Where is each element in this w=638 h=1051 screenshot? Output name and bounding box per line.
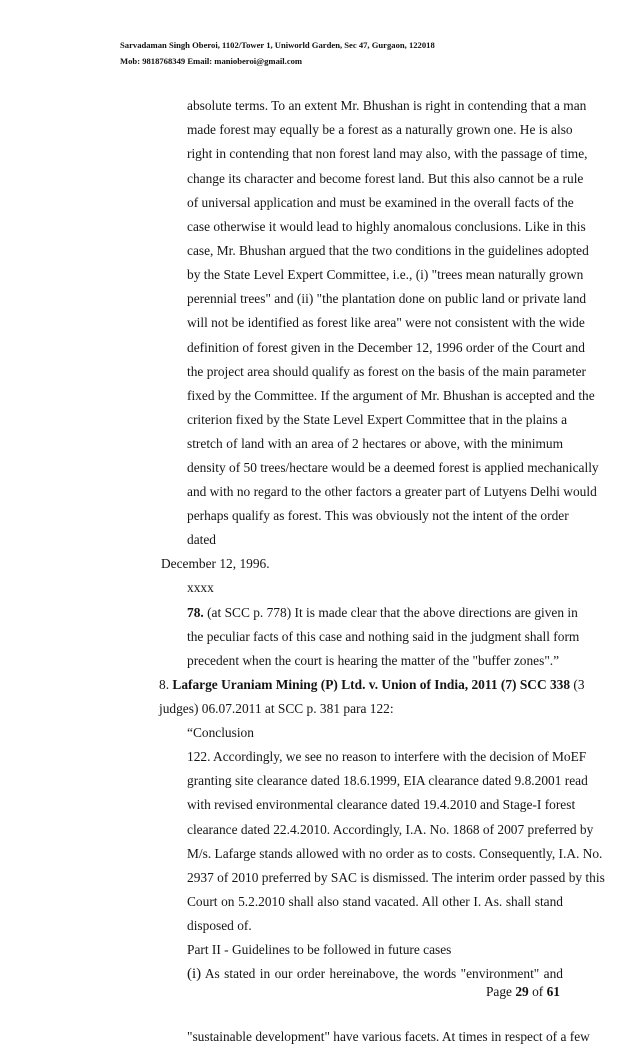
guideline-item-line: (i) As stated in our order hereinabove, the words "environment" and [187, 966, 563, 982]
paragraph-122-line: with revised environmental clearance dated 19.4.2010 and Stage-I forest [187, 797, 576, 812]
text-line: criterion fixed by the State Level Expert Committee that in the plains a [187, 412, 568, 427]
paragraph-122-line: clearance dated 22.4.2010. Accordingly, I.A. No. 1868 of 2007 preferred by [187, 822, 594, 837]
paragraph-122-line: 2937 of 2010 preferred by SAC is dismissed. The interim order passed by this [187, 870, 605, 885]
text-line: fixed by the Committee. If the argument of Mr. Bhushan is accepted and the [187, 388, 595, 403]
text-line: case otherwise it would lead to highly anomalous conclusions. Like in this [187, 219, 586, 234]
text-line: made forest may equally be a forest as a naturally grown one. He is also [187, 122, 573, 137]
paragraph-122-line: granting site clearance dated 18.6.1999, EIA clearance dated 9.8.2001 read [187, 773, 588, 788]
paragraph-78-line: the peculiar facts of this case and nothing said in the judgment shall form [187, 629, 580, 644]
page-number: 29 [515, 984, 529, 999]
text-line: by the State Level Expert Committee, i.e., (i) "trees mean naturally grown [187, 267, 584, 282]
text-line: of universal application and must be examined in the overall facts of the [187, 195, 574, 210]
case-title: Lafarge Uraniam Mining (P) Ltd. v. Union of India, 2011 (7) SCC 338 [172, 677, 571, 692]
text-line: December 12, 1996. [161, 556, 270, 571]
text-line: will not be identified as forest like area" were not consistent with the wide [187, 315, 585, 330]
paragraph-122-line: disposed of. [187, 918, 252, 933]
text-line: xxxx [187, 580, 214, 595]
text-line: stretch of land with an area of 2 hectares or above, with the minimum [187, 436, 563, 451]
text-line: dated [187, 532, 216, 547]
text-line: definition of forest given in the December 12, 1996 order of the Court and [187, 340, 585, 355]
part-heading: Part II - Guidelines to be followed in future cases [187, 942, 452, 957]
text-line: change its character and become forest land. But this also cannot be a rule [187, 171, 584, 186]
text-line: absolute terms. To an extent Mr. Bhushan is right in contending that a man [187, 98, 587, 113]
page-total: 61 [546, 984, 560, 999]
paragraph-122-line: 122. Accordingly, we see no reason to interfere with the decision of MoEF [187, 749, 587, 764]
header-address: Sarvadaman Singh Oberoi, 1102/Tower 1, Uniworld Garden, Sec 47, Gurgaon, 122018 [120, 40, 435, 50]
paragraph-122-line: M/s. Lafarge stands allowed with no order as to costs. Consequently, I.A. No. [187, 846, 603, 861]
text-line: density of 50 trees/hectare would be a deemed forest is applied mechanically [187, 460, 599, 475]
page-footer: Page 29 of 61 [485, 984, 560, 999]
paragraph-122-line: Court on 5.2.2010 shall also stand vacated. All other I. As. shall stand [187, 894, 563, 909]
text-line: the project area should qualify as forest on the basis of the main parameter [187, 364, 586, 379]
paragraph-78-line: precedent when the court is hearing the matter of the "buffer zones".” [187, 653, 560, 668]
text-line: perennial trees" and (ii) "the plantation done on public land or private land [187, 291, 587, 306]
text-line: and with no regard to the other factors a greater part of Lutyens Delhi would [187, 484, 597, 499]
text-line: perhaps qualify as forest. This was obviously not the intent of the order [187, 508, 569, 523]
text-line: case, Mr. Bhushan argued that the two conditions in the guidelines adopted [187, 243, 589, 258]
header-contact: Mob: 9818768349 Email: manioberoi@gmail.com [120, 56, 303, 66]
guideline-item-line: "sustainable development" have various facets. At times in respect of a few [187, 1029, 590, 1044]
paragraph-78-line: 78. (at SCC p. 778) It is made clear that the above directions are given in [187, 605, 578, 620]
text-line: right in contending that non forest land may also, with the passage of time, [187, 146, 588, 161]
conclusion-heading: “Conclusion [187, 725, 254, 740]
item-number: (i) [187, 966, 202, 982]
paragraph-number: 78. [187, 605, 204, 620]
case-citation-heading: 8. Lafarge Uraniam Mining (P) Ltd. v. Union of India, 2011 (7) SCC 338 (3 [159, 677, 585, 692]
case-citation-line: judges) 06.07.2011 at SCC p. 381 para 122: [159, 701, 394, 716]
